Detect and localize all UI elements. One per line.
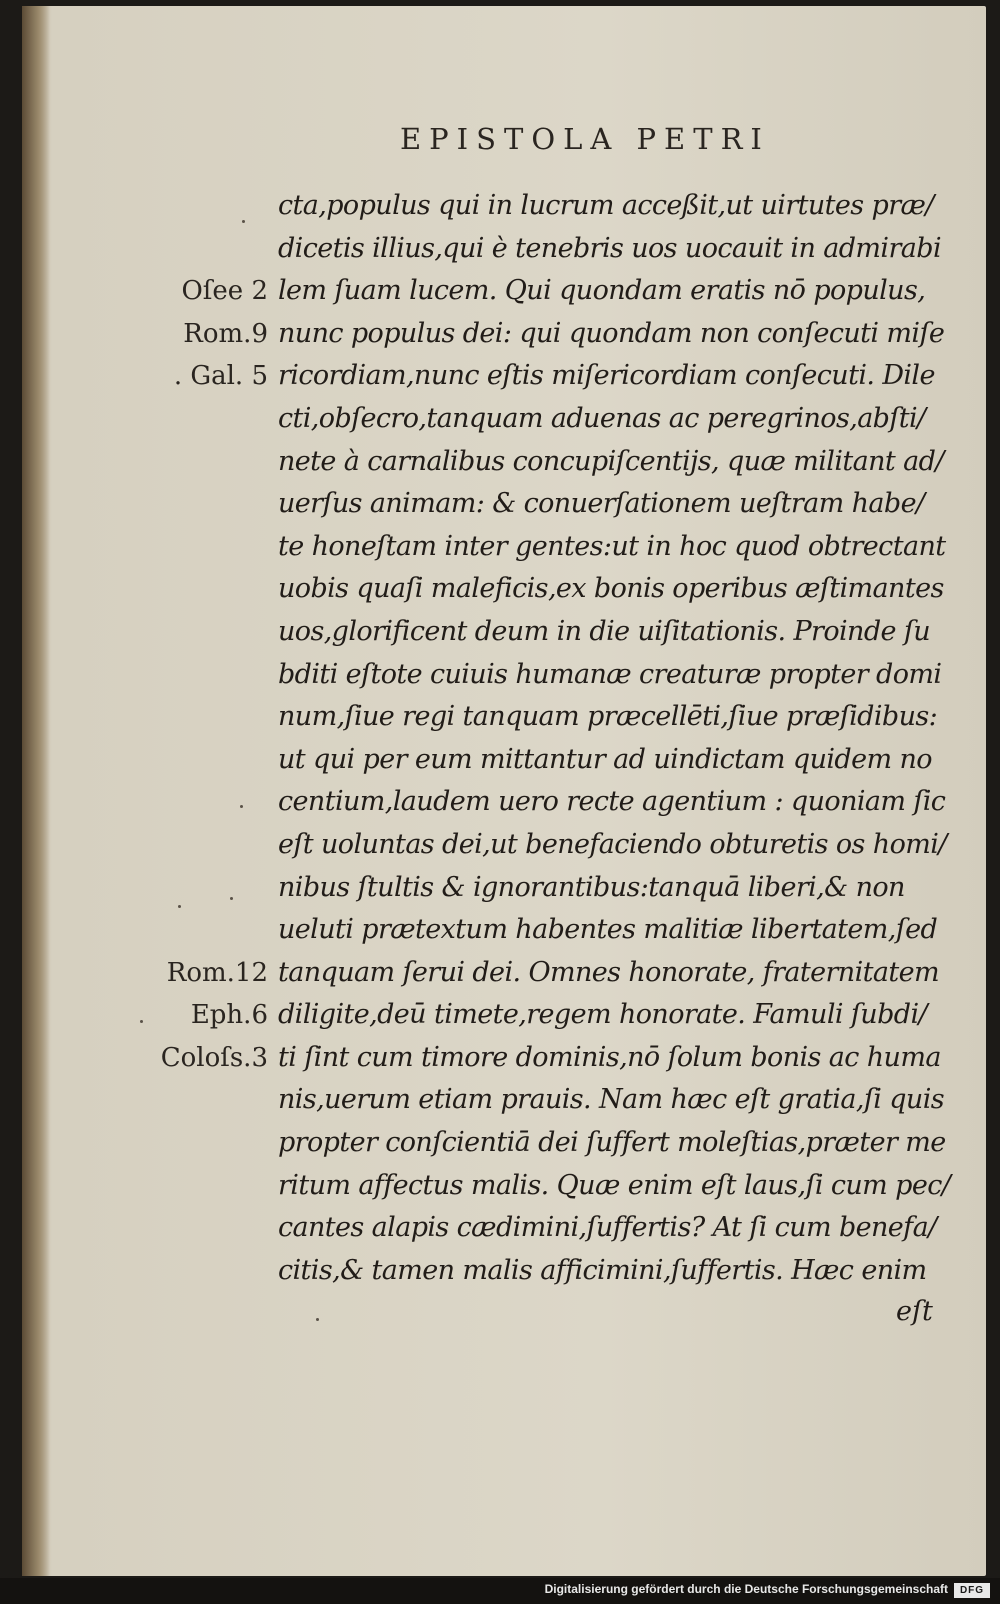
- text-line: dicetis illius,qui è tenebris uos uocauit in admirabi: [278, 232, 941, 264]
- text-line: bditi eſtote cuiuis humanæ creaturæ propter domi: [278, 658, 942, 690]
- text-line: citis,& tamen malis afficimini,ſuffertis. Hæc enim: [278, 1254, 927, 1286]
- text-line: te honeſtam inter gentes:ut in hoc quod obtrectant: [278, 530, 946, 562]
- text-line: cti,obſecro,tanquam aduenas ac peregrinos,abſti/: [278, 402, 926, 434]
- ink-speck: [140, 1020, 143, 1023]
- page-gutter-shadow: [22, 6, 50, 1576]
- text-line: diligite,deū timete,regem honorate. Famuli ſubdi/: [278, 999, 927, 1031]
- margin-note: Rom.9: [183, 318, 268, 349]
- text-line: tanquam ſerui dei. Omnes honorate, fraternitatem: [278, 956, 940, 988]
- text-line: eſt uoluntas dei,ut benefaciendo obturetis os homi/: [278, 828, 947, 860]
- text-line: propter conſcientiā dei ſuffert moleſtias,præter me: [278, 1127, 946, 1159]
- text-line: ritum affectus malis. Quæ enim eſt laus,ſi cum pec/: [278, 1169, 951, 1201]
- margin-note: Rom.12: [166, 957, 268, 988]
- text-line: uerſus animam: & conuerſationem ueſtram habe/: [278, 488, 925, 520]
- running-header: EPISTOLA PETRI: [400, 122, 770, 156]
- ink-speck: [316, 1318, 319, 1321]
- text-line: nibus ſtultis & ignorantibus:tanquā liberi,& non: [278, 871, 905, 903]
- text-line: uos,glorificent deum in die uiſitationis. Proinde ſu: [278, 615, 931, 647]
- text-line: nis,uerum etiam prauis. Nam hæc eſt gratia,ſi quis: [278, 1084, 945, 1116]
- ink-speck: [230, 897, 233, 900]
- text-line: ueluti prætextum habentes malitiæ libertatem,ſed: [278, 914, 938, 946]
- text-line: cta,populus qui in lucrum acceßit,ut uirtutes præ/: [278, 190, 934, 221]
- footer-bar: [0, 1578, 1000, 1604]
- margin-note: Oſee 2: [181, 276, 268, 307]
- text-line: centium,laudem uero recte agentium : quoniam ſic: [278, 786, 946, 818]
- text-line: ricordiam,nunc eſtis miſericordiam conſecuti. Dile: [278, 360, 935, 392]
- text-line: cantes alapis cædimini,ſuffertis? At ſi cum benefa/: [278, 1212, 937, 1244]
- margin-note: Coloſs.3: [160, 1043, 268, 1073]
- ink-speck: [242, 220, 245, 223]
- text-line: ti ſint cum timore dominis,nō ſolum bonis ac huma: [278, 1041, 941, 1073]
- margin-note: Eph.6: [190, 1000, 268, 1031]
- text-line: nete à carnalibus concupiſcentijs, quæ militant ad/: [278, 445, 944, 477]
- dfg-logo: DFG: [954, 1583, 990, 1598]
- text-line: uobis quaſi maleficis,ex bonis operibus æſtimantes: [278, 573, 944, 605]
- margin-note: . Gal. 5: [173, 361, 268, 392]
- text-line: nunc populus dei: qui quondam non conſecuti miſe: [278, 317, 945, 349]
- ink-speck: [178, 905, 181, 908]
- footer-credit: Digitalisierung gefördert durch die Deutsche Forschungsgemeinschaft: [544, 1582, 948, 1596]
- text-line: num,ſiue regi tanquam præcellēti,ſiue præſidibus:: [278, 701, 938, 733]
- catchword: eſt: [896, 1296, 933, 1327]
- text-line: ut qui per eum mittantur ad uindictam quidem no: [278, 743, 932, 775]
- main-text-block: [278, 185, 968, 1292]
- text-line: lem ſuam lucem. Qui quondam eratis nō populus,: [278, 275, 926, 307]
- ink-speck: [240, 805, 243, 808]
